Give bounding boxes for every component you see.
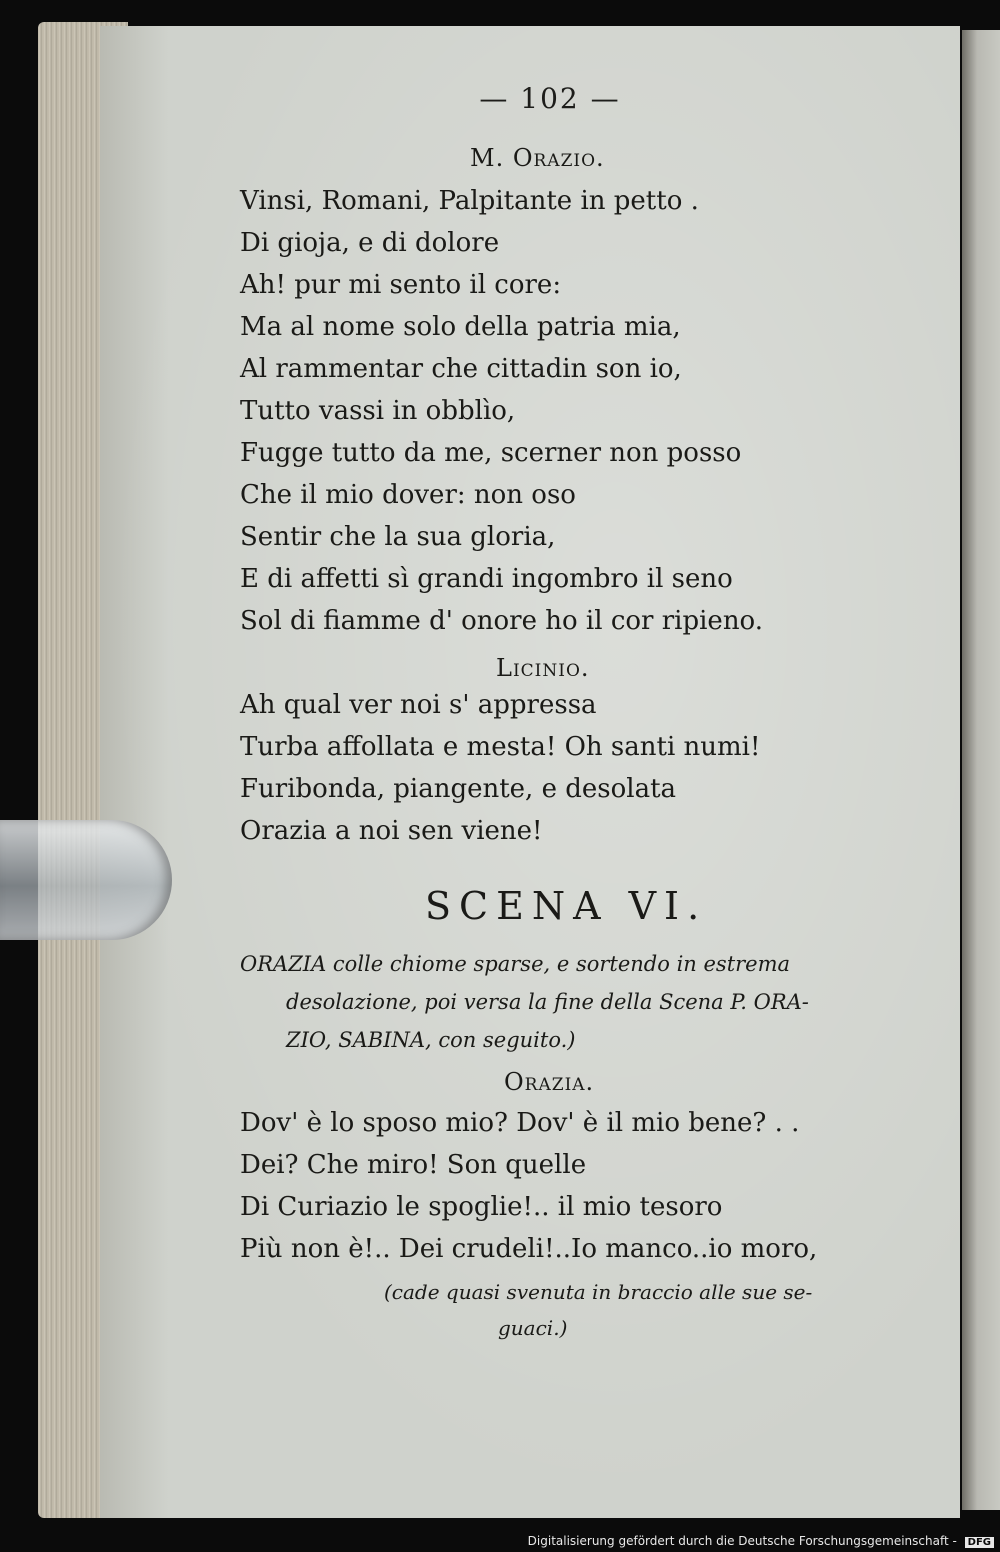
verse-line: Che il mio dover: non oso [240,480,576,510]
verse-line: Sol di fiamme d' onore ho il cor ripieno. [240,606,764,636]
scene-direction-line: ORAZIA colle chiome sparse, e sortendo in estrema [240,952,791,976]
scene-direction-line: desolazione, poi versa la fine della Scena P. ORA- [286,990,809,1014]
verse-line: Dei? Che miro! Son quelle [240,1150,587,1180]
digitization-credit-text: Digitalisierung gefördert durch die Deutsche Forschungsgemeinschaft - [527,1534,957,1548]
verse-line: Di gioja, e di dolore [240,228,500,258]
facing-page-edge [962,30,1000,1510]
verse-line: Furibonda, piangente, e desolata [240,774,677,804]
verse-line: Ah! pur mi sento il core: [240,270,562,300]
verse-line: Tutto vassi in obblìo, [240,396,516,426]
verse-line: Di Curiazio le spoglie!.. il mio tesoro [240,1192,723,1222]
verse-line: Ma al nome solo della patria mia, [240,312,681,342]
verse-line: E di affetti sì grandi ingombro il seno [240,564,733,594]
verse-line: Al rammentar che cittadin son io, [240,354,682,384]
page-number: — 102 — [479,82,621,115]
scene-title: SCENA VI. [425,884,708,928]
speaker-orazia: Orazia. [504,1068,595,1096]
verse-line: Più non è!.. Dei crudeli!..Io manco..io moro, [240,1234,818,1264]
verse-line: Dov' è lo sposo mio? Dov' è il mio bene? . . [240,1108,800,1138]
digitization-credit [528,1534,994,1548]
verse-line: Vinsi, Romani, Palpitante in petto . [240,186,699,216]
scene-direction-line: ZIO, SABINA, con seguito.) [286,1028,576,1052]
clip-overlay [0,820,172,940]
speaker-licinio: Licinio. [496,654,590,682]
verse-line: Fugge tutto da me, scerner non posso [240,438,742,468]
speaker-m-orazio: M. Orazio. [470,144,605,172]
dfg-logo: DFG [965,1537,994,1548]
stage-direction-line: (cade quasi svenuta in braccio alle sue se- [384,1280,813,1304]
verse-line: Ah qual ver noi s' appressa [240,690,597,720]
verse-line: Orazia a noi sen viene! [240,816,543,846]
verse-line: Sentir che la sua gloria, [240,522,556,552]
verse-line: Turba affollata e mesta! Oh santi numi! [240,732,761,762]
stage-direction-line: guaci.) [498,1316,568,1340]
